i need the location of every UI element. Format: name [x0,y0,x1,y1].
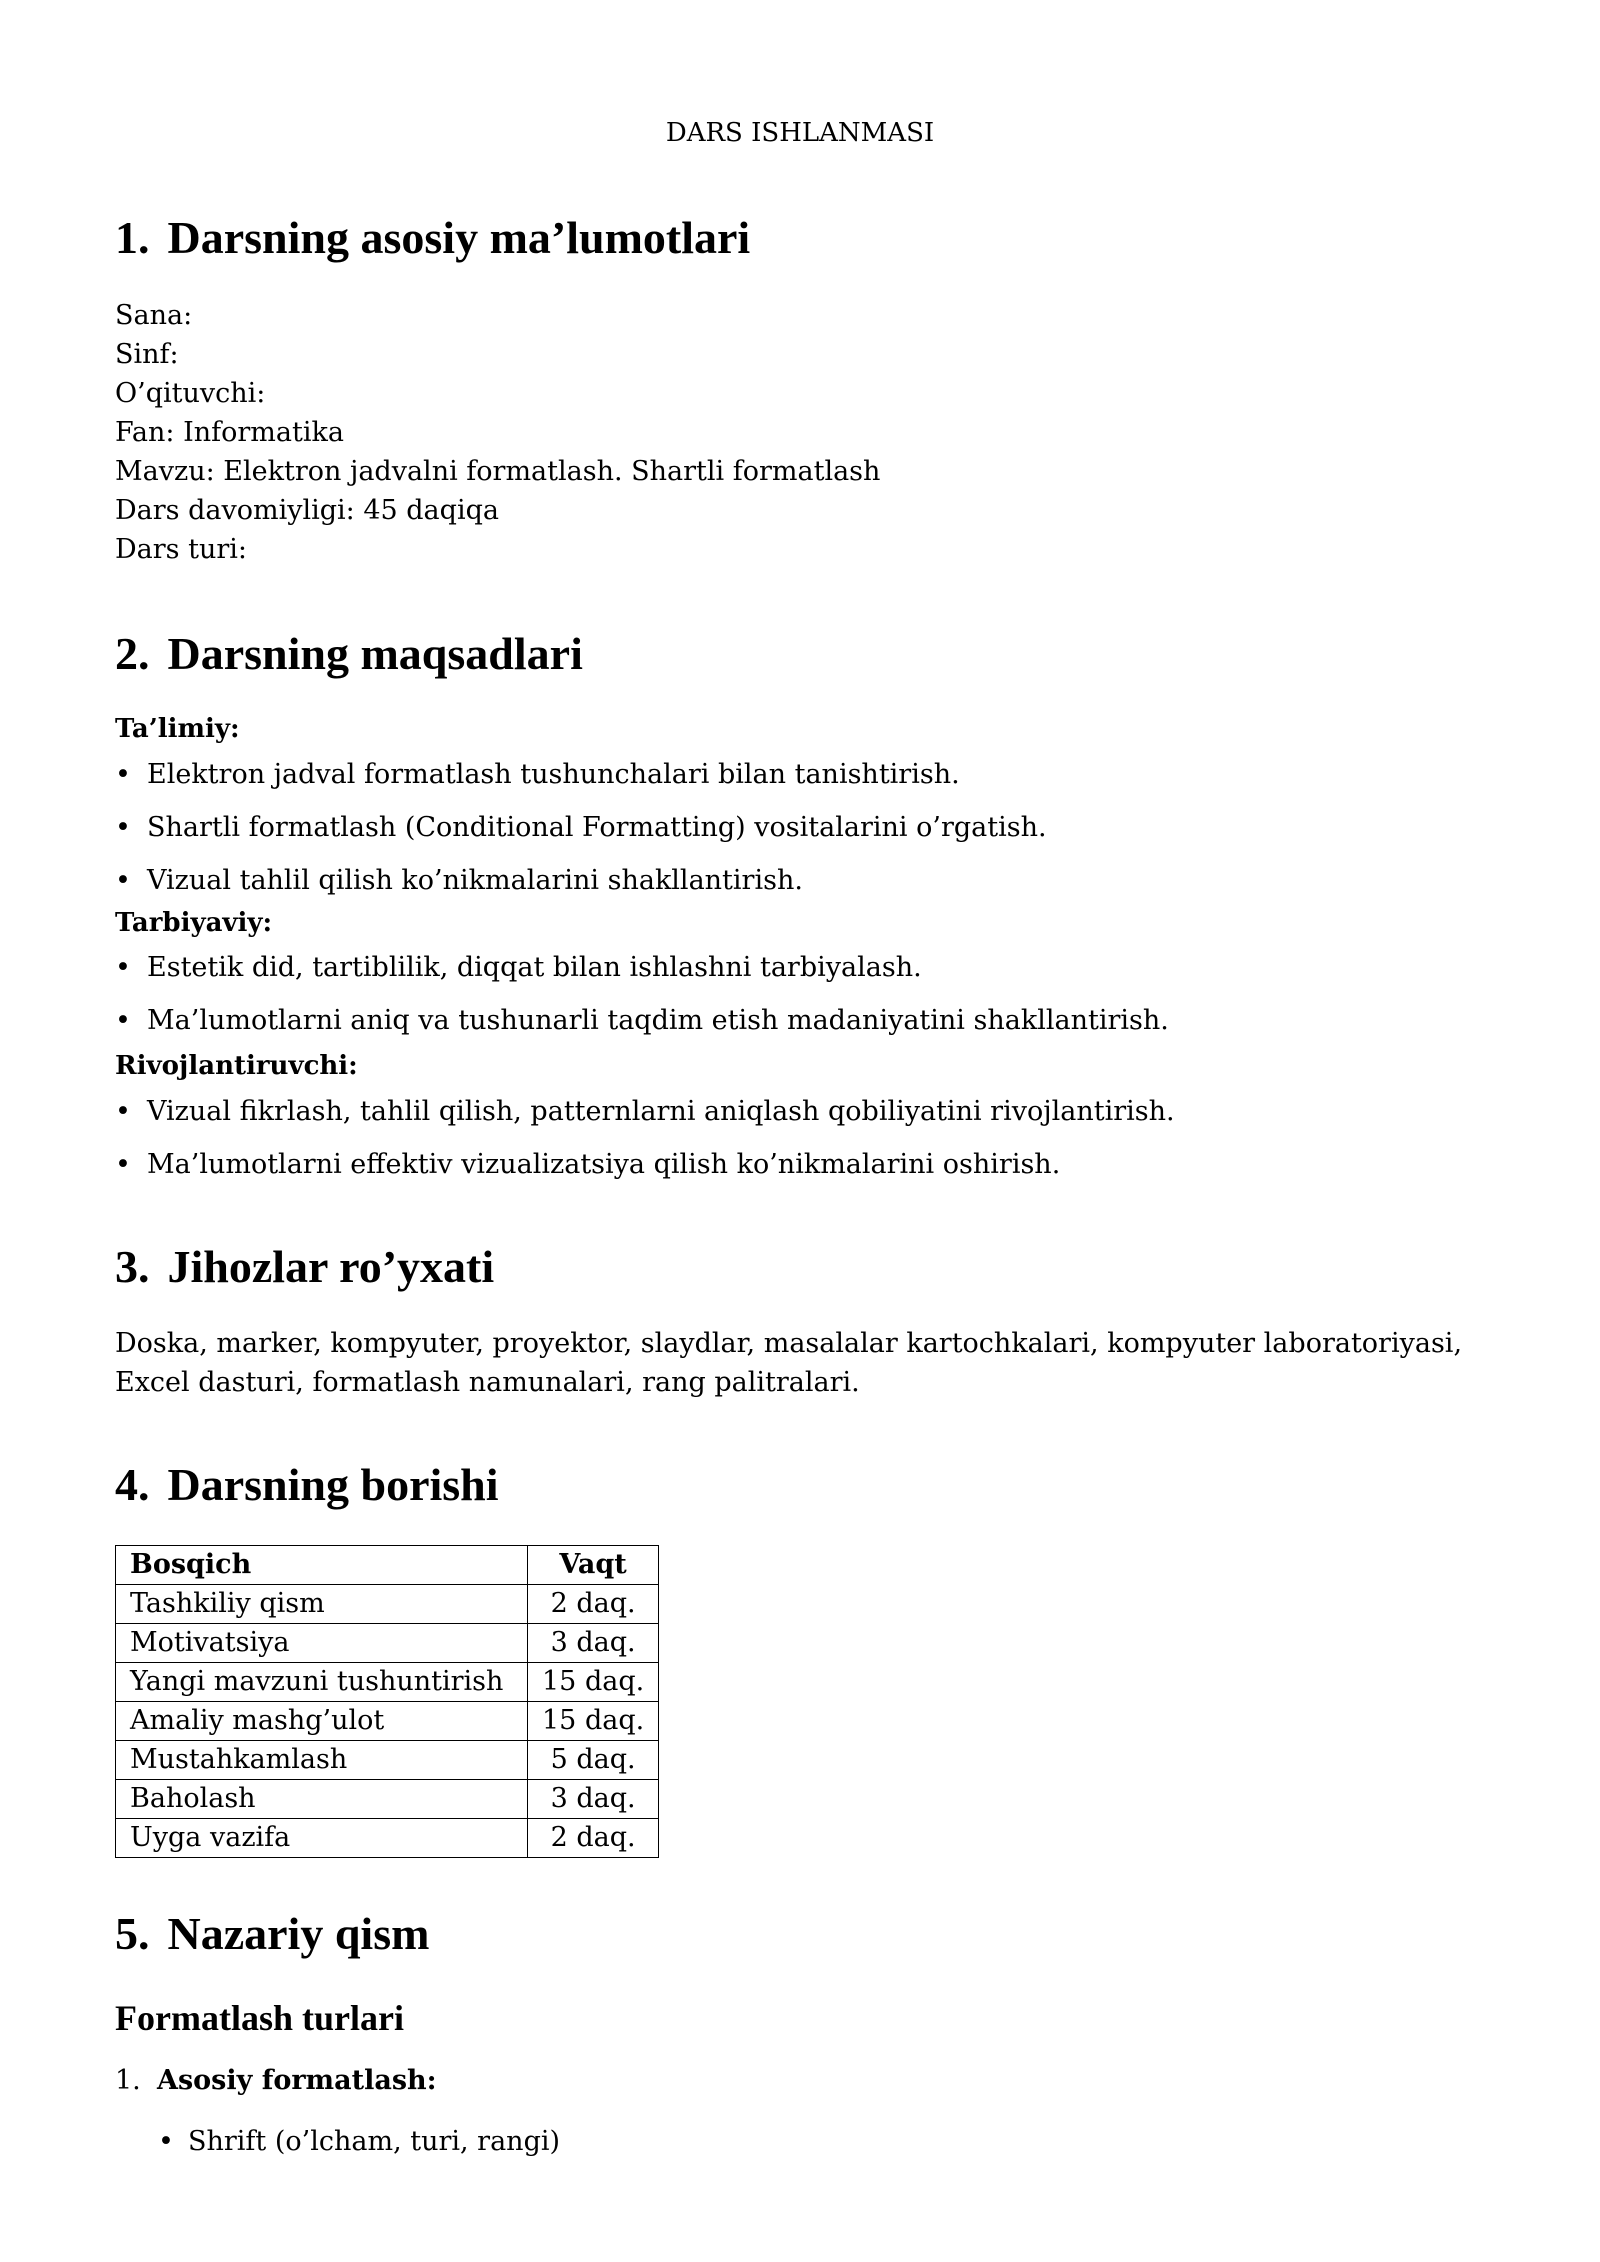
goal-item: • Ma’lumotlarni effektiv vizualizatsiya qilish ko’nikmalarini oshirish. [115,1147,1060,1183]
table-header-row [116,1546,659,1585]
time-cell: 2 daq. [528,1819,659,1858]
goal-group-label-developmental: Rivojlantiruvchi: [115,1051,358,1081]
document-title: DARS ISHLANMASI [665,118,935,148]
table-row [116,1585,659,1624]
bullet-glyph: • [115,812,131,843]
bullet-glyph: • [115,865,131,896]
section-title: Darsning borishi [167,1459,499,1510]
stage-cell: Yangi mavzuni tushuntirish [116,1663,528,1702]
bullet-glyph: • [115,759,131,790]
section-number: 5. [115,1908,150,1959]
bullet-glyph: • [115,1149,131,1180]
section-title: Darsning maqsadlari [167,628,583,679]
lesson-stages-table [115,1545,659,1858]
info-subject: Fan: Informatika [115,417,344,448]
table-row [116,1663,659,1702]
subsection-heading-format-types: Formatlash turlari [115,1998,404,2038]
time-cell: 3 daq. [528,1780,659,1819]
time-cell: 15 daq. [528,1702,659,1741]
info-teacher: O’qituvchi: [115,378,266,409]
list-number: 1. [115,2065,141,2096]
basic-info-block [115,296,880,569]
info-date: Sana: [115,300,193,331]
section-number: 1. [115,212,150,263]
bullet-glyph: • [115,952,131,983]
info-class: Sinf: [115,339,179,370]
info-duration: Dars davomiyligi: 45 daqiqa [115,495,499,526]
section-heading-goals [115,626,583,682]
info-topic: Mavzu: Elektron jadvalni formatlash. Shartli formatlash [115,456,881,487]
goal-item: • Vizual tahlil qilish ko’nikmalarini shakllantirish. [115,863,803,899]
bullet-glyph: • [158,2126,174,2157]
goal-group-label-upbringing: Tarbiyaviy: [115,908,273,938]
goal-group-label-educational: Ta’limiy: [115,714,240,744]
equipment-paragraph: Doska, marker, kompyuter, proyektor, slaydlar, masalalar kartochkalari, kompyuter laboratoriyasi, Excel dasturi, formatlash namunalari, rang palitralari. [115,1328,1463,1398]
info-lesson-type: Dars turi: [115,534,247,565]
goal-item: • Elektron jadval formatlash tushunchalari bilan tanishtirish. [115,757,960,793]
section-title: Jihozlar ro’yxati [167,1241,495,1292]
section-heading-theory [115,1906,429,1962]
list-item-title: Asosiy formatlash: [157,2065,437,2096]
column-header-time: Vaqt [528,1546,659,1585]
stage-cell: Amaliy mashg’ulot [116,1702,528,1741]
section-title: Nazariy qism [167,1908,430,1959]
stage-cell: Motivatsiya [116,1624,528,1663]
nested-list-item: • Shrift (o’lcham, turi, rangi) [158,2124,560,2160]
goal-item: • Estetik did, tartiblilik, diqqat bilan ishlashni tarbiyalash. [115,950,922,986]
goal-item: • Vizual fikrlash, tahlil qilish, patternlarni aniqlash qobiliyatini rivojlantirish. [115,1094,1175,1130]
stage-cell: Mustahkamlash [116,1741,528,1780]
table-row [116,1624,659,1663]
section-heading-basic-info [115,210,750,266]
section-number: 3. [115,1241,150,1292]
bullet-glyph: • [115,1096,131,1127]
stage-cell: Baholash [116,1780,528,1819]
time-cell: 2 daq. [528,1585,659,1624]
goal-item: • Shartli formatlash (Conditional Formatting) vositalarini o’rgatish. [115,810,1047,846]
section-number: 4. [115,1459,150,1510]
section-heading-lesson-flow [115,1457,499,1513]
time-cell: 3 daq. [528,1624,659,1663]
section-title: Darsning asosiy ma’lumotlari [167,212,751,263]
table-row [116,1819,659,1858]
stage-cell: Tashkiliy qism [116,1585,528,1624]
bullet-glyph: • [115,1005,131,1036]
section-heading-equipment [115,1239,494,1295]
stage-cell: Uyga vazifa [116,1819,528,1858]
time-cell: 5 daq. [528,1741,659,1780]
table-row [116,1702,659,1741]
ordered-list-item [115,2063,437,2099]
section-number: 2. [115,628,150,679]
column-header-stage: Bosqich [116,1546,528,1585]
goal-item: • Ma’lumotlarni aniq va tushunarli taqdim etish madaniyatini shakllantirish. [115,1003,1169,1039]
table-row [116,1741,659,1780]
time-cell: 15 daq. [528,1663,659,1702]
table-row [116,1780,659,1819]
